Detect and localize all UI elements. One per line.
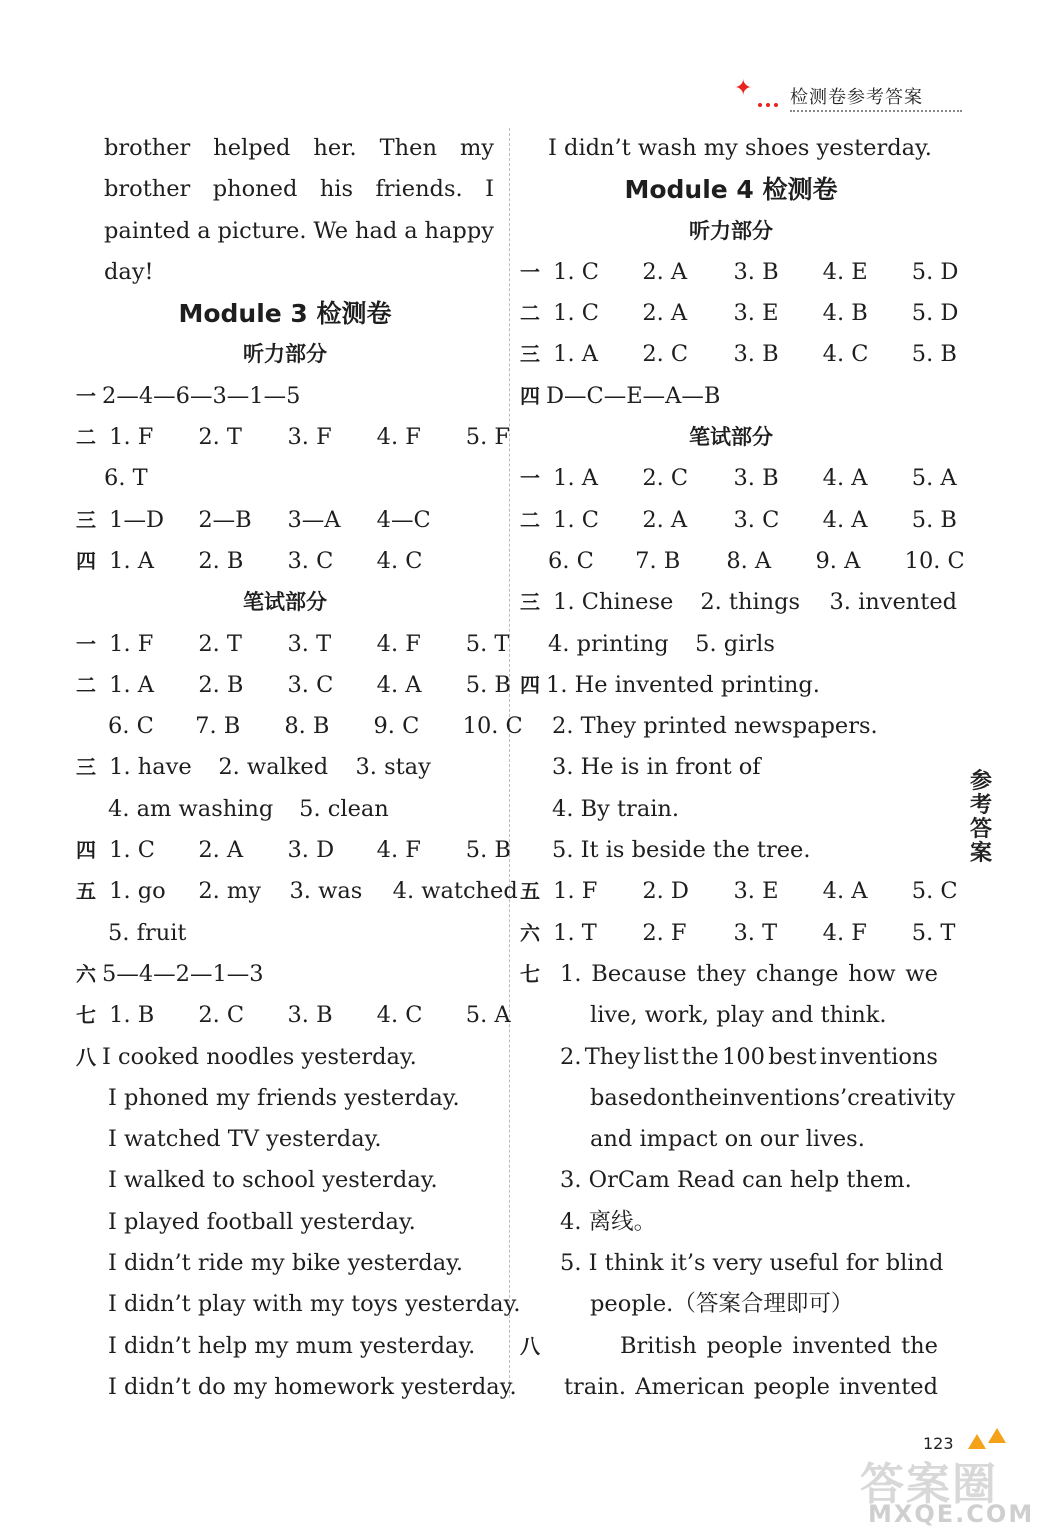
word: We	[313, 217, 349, 244]
answer: 3. B	[733, 341, 779, 368]
word: Then	[379, 135, 437, 161]
answer: 5. B	[911, 506, 957, 533]
answer: 2. A	[198, 837, 244, 864]
m3-writing-5	[76, 871, 518, 912]
side-tab-label: 参考答案	[969, 769, 992, 866]
answer: 7. B	[195, 713, 241, 740]
m3-writing-8	[76, 1037, 494, 1078]
answer: 4. C	[822, 341, 869, 368]
section-number: 三	[520, 590, 540, 615]
module3-title: Module 3 检测卷	[178, 299, 392, 329]
answer: 3. E	[733, 878, 779, 905]
module4-writing-heading: 笔试部分	[689, 425, 773, 450]
m3-writing-5-cont: 5. fruit	[108, 919, 187, 946]
m3-listening-4	[76, 541, 494, 582]
m3-listening-1	[76, 376, 494, 417]
answer: 1. F	[109, 424, 154, 451]
m3-writing-8-line: I didn’t help my mum yesterday.	[108, 1332, 476, 1359]
section-number: 二	[76, 672, 96, 697]
word: Because	[591, 960, 687, 987]
word: we	[905, 960, 938, 987]
word: his	[319, 176, 354, 203]
word: 100	[722, 1043, 765, 1070]
right-column	[520, 128, 965, 1408]
answer-line	[620, 1326, 942, 1367]
answer: 2. C	[198, 1002, 245, 1029]
answer: 3. B	[733, 258, 779, 285]
m3-writing-8-line: I walked to school yesterday.	[108, 1167, 438, 1194]
word: brother	[104, 176, 191, 203]
m4-writing-4-line: 3. He is in front of	[552, 754, 761, 781]
word: my	[459, 135, 494, 161]
m3-writing-8-line: I didn’t ride my bike yesterday.	[108, 1250, 463, 1277]
answer: 3—A	[287, 506, 341, 533]
word: I	[485, 176, 494, 203]
continued-line: I didn’t wash my shoes yesterday.	[548, 135, 932, 161]
m4-writing-4-line: 2. They printed newspapers.	[552, 713, 878, 740]
section-number: 二	[520, 507, 540, 532]
answer: 5. girls	[695, 630, 775, 657]
word: friends.	[375, 176, 463, 203]
m3-writing-8-line: I didn’t play with my toys yesterday.	[108, 1291, 521, 1318]
word: inventions’	[722, 1084, 848, 1111]
m3-writing-4	[76, 830, 511, 871]
section-number: 七	[76, 1003, 96, 1028]
m4-writing-7-line	[520, 1037, 942, 1078]
answer: 5. B	[465, 837, 511, 864]
m4-writing-7-line: live, work, play and think.	[590, 1002, 887, 1029]
answer: 2. D	[642, 878, 689, 905]
answer: 5. T	[911, 919, 956, 946]
answer: 4. printing	[548, 630, 669, 657]
word: creativity	[847, 1084, 956, 1111]
header-title: 检测卷参考答案	[790, 87, 923, 108]
answer: 9. C	[373, 713, 420, 740]
answer-sentence: 1. He invented printing.	[546, 671, 820, 698]
section-number: 一	[520, 466, 540, 491]
answer: 4. A	[822, 465, 868, 492]
answer: 4. A	[376, 671, 422, 698]
answer: 3. T	[733, 919, 778, 946]
m4-writing-7-line: 3. OrCam Read can help them.	[560, 1167, 912, 1194]
answer-sequence: 2—4—6—3—1—5	[102, 382, 301, 409]
answer: 9. A	[815, 547, 861, 574]
word: invented	[792, 1332, 892, 1359]
answer-line	[560, 954, 942, 995]
answer: 3. B	[287, 1002, 333, 1029]
section-number: 四	[520, 672, 540, 697]
m4-writing-5	[520, 871, 958, 912]
m4-writing-2	[520, 500, 957, 541]
answer: 5. T	[465, 630, 510, 657]
answer: 2. things	[700, 589, 801, 616]
section-number: 三	[520, 342, 540, 367]
m3-writing-8-line: I didn’t do my homework yesterday.	[108, 1373, 517, 1400]
m4-listening-2	[520, 293, 959, 334]
word: brother	[104, 135, 191, 161]
module4-title: Module 4 检测卷	[624, 175, 838, 205]
answer: 4. A	[822, 506, 868, 533]
answer: 1. F	[109, 630, 154, 657]
answer: 1. A	[109, 671, 155, 698]
section-number: 一	[520, 259, 540, 284]
answer: 1. Chinese	[553, 589, 674, 616]
m3-writing-7	[76, 995, 511, 1036]
m4-writing-3	[520, 582, 958, 623]
answer: 5. A	[911, 465, 957, 492]
m4-writing-7-line: 4. 离线。	[560, 1208, 657, 1235]
answer: 5. B	[911, 341, 957, 368]
answer: 6. C	[108, 713, 154, 740]
dots-decoration	[758, 92, 784, 98]
answer: 4. F	[822, 919, 867, 946]
word: people	[753, 1373, 830, 1400]
answer: 10. C	[904, 547, 965, 574]
triangle-decoration	[968, 1434, 986, 1449]
answer: 4. F	[376, 424, 421, 451]
answer: 1. A	[553, 341, 599, 368]
m3-writing-3-cont	[76, 789, 494, 830]
watermark-logo: 答案圈	[860, 1459, 998, 1510]
m3-writing-1	[76, 624, 510, 665]
word: had	[354, 217, 398, 244]
answer: 3. stay	[355, 754, 431, 781]
answer: 4. B	[822, 300, 868, 327]
word: helped	[213, 135, 291, 161]
m4-writing-8	[520, 1326, 942, 1367]
answer: 2. A	[642, 506, 688, 533]
section-number: 六	[520, 920, 540, 945]
answer: 7. B	[635, 547, 681, 574]
m3-listening-2	[76, 417, 511, 458]
answer: 2. C	[642, 341, 689, 368]
answer: 4. C	[376, 1002, 423, 1029]
answer: 5. B	[465, 671, 511, 698]
m4-listening-3	[520, 334, 957, 375]
word: based	[590, 1084, 658, 1111]
answer-sequence: 5—4—2—1—3	[102, 960, 264, 987]
m4-writing-8-line	[520, 1367, 942, 1408]
section-number: 六	[76, 961, 96, 986]
module4-listening-heading: 听力部分	[689, 218, 773, 243]
section-number: 一	[76, 631, 96, 656]
m4-listening-1	[520, 252, 959, 293]
word: happy	[424, 217, 494, 244]
word: her.	[313, 135, 357, 161]
answer-sequence: D—C—E—A—B	[546, 382, 721, 409]
section-number: 七	[520, 961, 540, 986]
section-number: 一	[76, 383, 96, 408]
word: people	[706, 1332, 783, 1359]
answer: 2. B	[198, 671, 244, 698]
answer: 2. B	[198, 547, 244, 574]
m4-listening-4	[520, 376, 942, 417]
word: 2.	[560, 1043, 582, 1070]
word: 1.	[560, 960, 582, 987]
m4-writing-4-line: 5. It is beside the tree.	[552, 837, 811, 864]
answer: 8. A	[726, 547, 772, 574]
word: the	[681, 1043, 719, 1070]
answer: 3. invented	[829, 589, 958, 616]
answer: 5. A	[465, 1002, 511, 1029]
answer: 3. was	[289, 878, 363, 905]
section-number: 三	[76, 755, 96, 780]
answer: 5. clean	[299, 795, 389, 822]
word: best	[768, 1043, 817, 1070]
word: a	[197, 217, 211, 244]
answer: 4. am washing	[108, 795, 274, 822]
answer: 1. A	[109, 547, 155, 574]
answer: 4. E	[822, 258, 868, 285]
section-number: 二	[76, 425, 96, 450]
answer: 1. A	[553, 465, 599, 492]
m3-writing-8-line: I phoned my friends yesterday.	[108, 1084, 460, 1111]
answer: 5. D	[911, 300, 959, 327]
answer: 4. watched	[392, 878, 518, 905]
answer-sentence: I cooked noodles yesterday.	[102, 1043, 417, 1070]
answer: 2. my	[198, 878, 261, 905]
word: inventions	[819, 1043, 938, 1070]
module3-writing-heading: 笔试部分	[243, 590, 327, 615]
answer: 3. E	[733, 300, 779, 327]
answer: 4. F	[376, 837, 421, 864]
answer: 10. C	[462, 713, 523, 740]
answer: 3. C	[287, 547, 334, 574]
star-icon: ✦	[734, 76, 753, 101]
answer: 2. C	[642, 465, 689, 492]
word: how	[848, 960, 896, 987]
section-number: 四	[520, 383, 540, 408]
answer: 8. B	[284, 713, 330, 740]
section-number: 五	[520, 879, 540, 904]
answer: 3. C	[733, 506, 780, 533]
left-column	[76, 128, 523, 1408]
answer: 1. go	[109, 878, 166, 905]
section-number: 三	[76, 507, 96, 532]
word: on	[657, 1084, 686, 1111]
header-underline	[790, 110, 962, 112]
triangle-decoration	[988, 1428, 1006, 1443]
m3-writing-2	[76, 665, 511, 706]
answer: 3. D	[287, 837, 335, 864]
m4-writing-7-line: people.（答案合理即可）	[590, 1291, 854, 1318]
answer: 1—D	[109, 506, 165, 533]
answer: 1. B	[109, 1002, 155, 1029]
word: list	[643, 1043, 679, 1070]
m3-writing-6	[76, 954, 494, 995]
answer: 3. T	[287, 630, 332, 657]
answer: 4. F	[376, 630, 421, 657]
m4-writing-3-cont	[520, 624, 942, 665]
answer: 1. C	[553, 506, 599, 533]
answer: 4—C	[376, 506, 431, 533]
word: American	[635, 1373, 745, 1400]
intro-line-4: day!	[104, 258, 154, 285]
word: they	[696, 960, 746, 987]
m4-writing-6	[520, 913, 956, 954]
section-number: 八	[520, 1333, 540, 1358]
header	[728, 76, 953, 114]
answer: 3. C	[287, 671, 334, 698]
answer: 2. T	[198, 630, 242, 657]
answer: 1. C	[553, 258, 599, 285]
intro-line-3	[76, 211, 494, 252]
answer: 4. C	[376, 547, 423, 574]
m4-writing-1	[520, 458, 957, 499]
word: the	[901, 1332, 938, 1359]
word: change	[755, 960, 839, 987]
module3-listening-heading: 听力部分	[243, 342, 327, 367]
m3-writing-8-line: I watched TV yesterday.	[108, 1126, 382, 1153]
answer: 1. T	[553, 919, 597, 946]
m4-writing-7-line	[520, 1078, 956, 1119]
answer: 5. D	[911, 258, 959, 285]
answer: 3. F	[287, 424, 332, 451]
answer: 2. walked	[218, 754, 329, 781]
m4-writing-7-line: and impact on our lives.	[590, 1126, 865, 1153]
m3-writing-8-line: I played football yesterday.	[108, 1208, 416, 1235]
word: They	[584, 1043, 641, 1070]
m4-writing-4	[520, 665, 942, 706]
m4-writing-4-line: 4. By train.	[552, 795, 680, 822]
section-number: 二	[520, 301, 540, 326]
m4-writing-7-line: 5. I think it’s very useful for blind	[560, 1250, 944, 1277]
section-number: 八	[76, 1044, 96, 1069]
word: phoned	[212, 176, 298, 203]
m3-writing-2-cont	[76, 706, 523, 747]
answer: 2—B	[198, 506, 252, 533]
answer: 2. T	[198, 424, 242, 451]
section-number: 四	[76, 548, 96, 573]
word: train.	[564, 1373, 627, 1400]
section-number: 五	[76, 879, 96, 904]
intro-line-1	[76, 128, 494, 169]
word: picture.	[217, 217, 307, 244]
intro-line-2	[76, 169, 494, 210]
answer: 2. A	[642, 300, 688, 327]
watermark-url: MXQE.COM	[868, 1500, 1035, 1528]
word: a	[404, 217, 418, 244]
m4-writing-7	[520, 954, 942, 995]
m3-listening-2-cont: 6. T	[104, 465, 148, 492]
m4-writing-2-cont	[520, 541, 965, 582]
word: painted	[104, 217, 191, 244]
word: the	[685, 1084, 722, 1111]
word: invented	[839, 1373, 938, 1400]
word: British	[620, 1332, 697, 1359]
answer: 2. A	[642, 258, 688, 285]
answer: 1. have	[109, 754, 192, 781]
answer: 3. B	[733, 465, 779, 492]
answer: 5. C	[911, 878, 958, 905]
answer: 5. F	[465, 424, 511, 451]
answer: 1. C	[553, 300, 599, 327]
m3-writing-3	[76, 747, 494, 788]
answer: 2. F	[642, 919, 687, 946]
answer: 1. F	[553, 878, 598, 905]
answer: 1. C	[109, 837, 155, 864]
page-number: 123	[923, 1434, 954, 1453]
answer: 4. A	[822, 878, 868, 905]
section-number: 四	[76, 838, 96, 863]
answer: 6. C	[548, 547, 594, 574]
m3-listening-3	[76, 500, 494, 541]
column-divider	[509, 128, 510, 1398]
